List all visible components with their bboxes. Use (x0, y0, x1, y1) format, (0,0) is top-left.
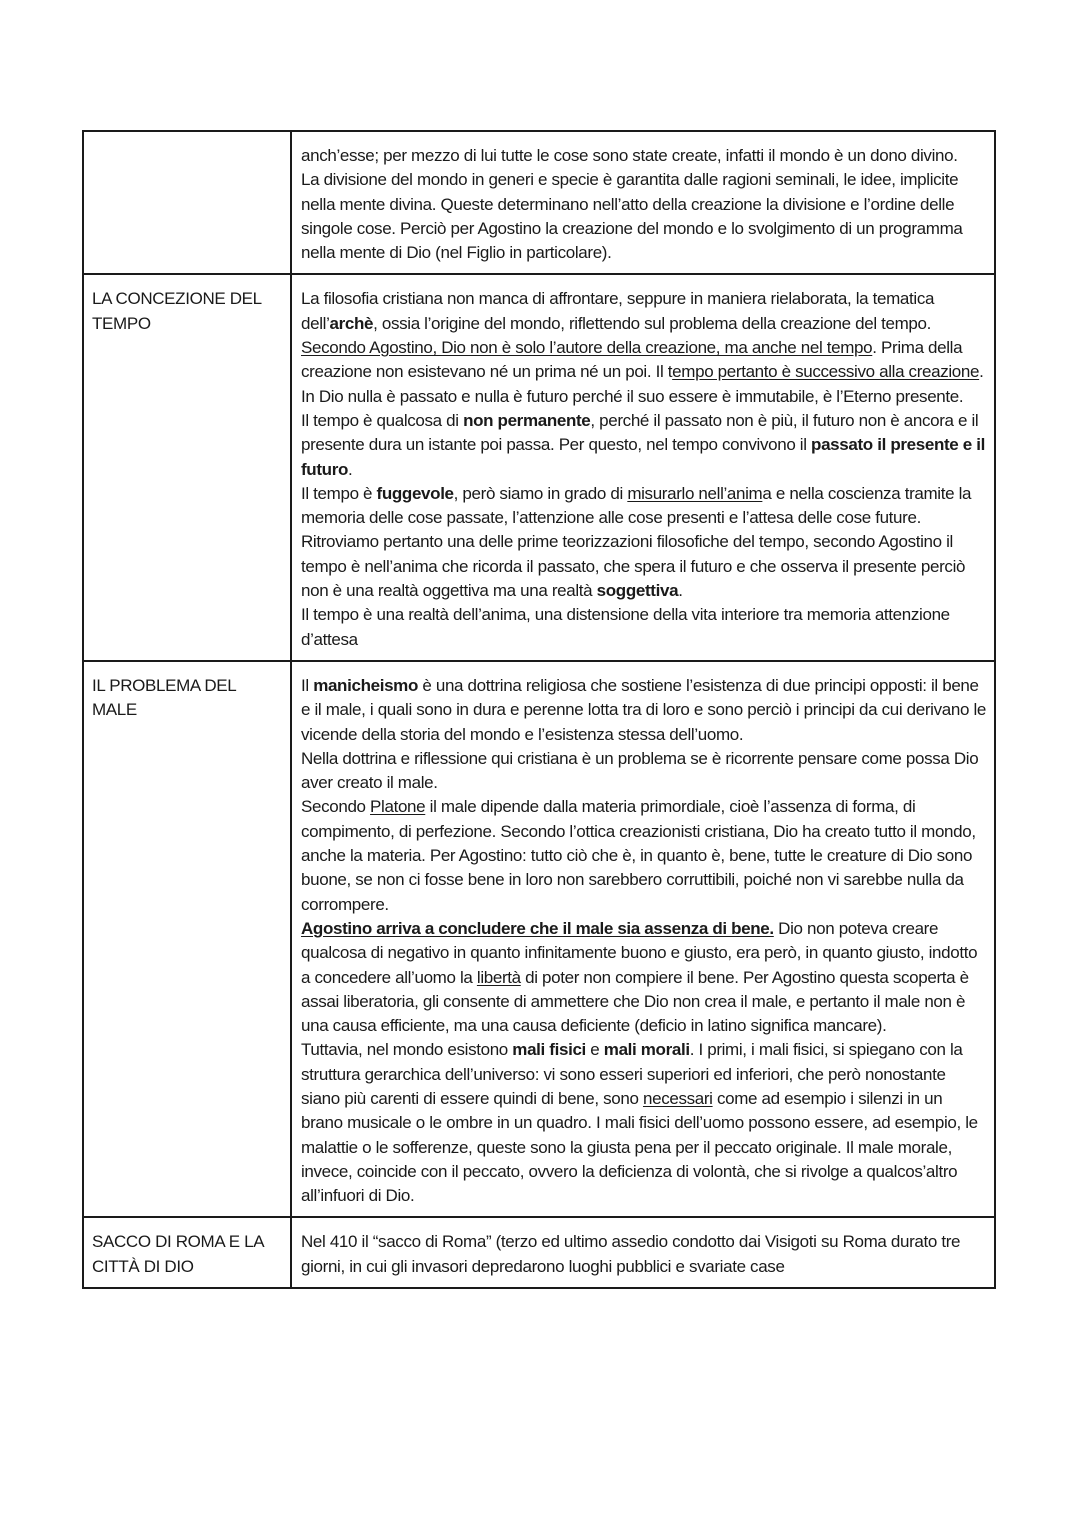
underlined-text: misurarlo nell’anim (627, 483, 763, 503)
text-run: . I primi, i mali fisici, si spiegano con la struttura gerarchica dell’universo: vi sono esseri superiori ed inferiori, che però nonostante siano più carenti di essere quindi di bene, sono (301, 1040, 963, 1108)
text-run: . Prima della creazione non esistevano né un prima né un poi. Il t (301, 338, 963, 382)
text-run: a e nella coscienza tramite la memoria delle cose passate, l’attenzione alle cose presenti e l’attesa delle cose future. Ritroviamo pertanto una delle prime teorizzazioni filosofiche del tempo, secondo Agostino il tempo è nell’anima che ricorda il passato, che spera il futuro e che osserva il presente perciò non è una realtà oggettiva ma una realtà (301, 483, 972, 601)
text-run: di poter non compiere il bene. Per Agostino questa scoperta è assai liberatoria, gli consente di ammettere che Dio non crea il male, e pertanto il male non è una causa efficiente, ma una causa deficiente (deficio in latino significa mancare). (301, 967, 969, 1036)
text-run: . In Dio nulla è passato e nulla è futuro perché il suo essere è immutabile, è l’Eterno presente. (301, 362, 984, 406)
document-page (82, 130, 996, 1289)
text-run: Nella dottrina e riflessione qui cristiana è un problema se è ricorrente pensare come possa Dio aver creato il male. (301, 748, 979, 793)
bold-text: archè (329, 313, 374, 333)
text-run: Tuttavia, nel mondo esistono (301, 1040, 513, 1060)
notes-table (82, 130, 996, 1289)
text-run: Il tempo è (301, 483, 377, 503)
section-content-cell (291, 1217, 995, 1288)
table-row (83, 274, 995, 660)
underlined-text: Platone (370, 797, 426, 817)
text-run: Nel 410 il “sacco di Roma” (terzo ed ultimo assedio condotto dai Visigoti su Roma durato tre giorni, in cui gli invasori depredarono luoghi pubblici e svariate case (301, 1232, 961, 1276)
bold-text: fuggevole (376, 483, 454, 503)
paragraph (301, 287, 986, 408)
bold-text: Agostino arriva a concludere che il male sia assenza di bene. (301, 918, 774, 938)
table-row (83, 661, 995, 1218)
paragraph (301, 674, 986, 747)
underlined-text: necessari (642, 1088, 713, 1108)
text-run: il male dipende dalla materia primordiale, cioè l’assenza di forma, di compimento, di perfezione. Secondo l’ottica creazionisti cristiana, Dio ha creato tutto il mondo, anche la materia. Per Agostino: tutto ciò che è, in quanto è, bene, tutte le creature di Dio sono buone, se non ci fosse bene in loro non sarebbero corruttibili, poiché non vi sarebbe nulla da corrompere. (301, 797, 976, 914)
section-title-cell (83, 131, 291, 274)
section-title: SACCO DI ROMA E LA CITTÀ DI DIO (92, 1232, 264, 1276)
text-run: , però siamo in grado di (453, 483, 628, 503)
text-run: Dio non poteva creare qualcosa di negativo in quanto infinitamente buono e giusto, era però, in quanto giusto, indotto a concedere all’uomo la (301, 918, 978, 987)
text-run: . (678, 581, 683, 601)
bold-text: manicheismo (313, 675, 418, 695)
section-title-cell (83, 274, 291, 660)
section-title-cell (83, 1217, 291, 1288)
underlined-text: Secondo Agostino, Dio non è solo l’autore della creazione, ma anche nel tempo (301, 338, 873, 358)
bold-text: mali fisici (512, 1040, 586, 1060)
paragraph (301, 168, 986, 265)
paragraph (301, 482, 986, 603)
paragraph (301, 1038, 986, 1208)
text-run: , perché il passato non è più, il futuro non è ancora e il presente dura un istante poi passa. Per questo, nel tempo convivono il (301, 410, 979, 455)
section-content-cell (291, 131, 995, 274)
bold-text: soggettiva (596, 581, 679, 601)
text-run: La divisione del mondo in generi e specie è garantita dalle ragioni seminali, le idee, implicite nella mente divina. Queste determinano nell’atto della creazione la divisione e l’ordine delle singole cose. Perciò per Agostino la creazione del mondo e lo svolgimento di un programma nella mente di Dio (nel Figlio in particolare). (301, 170, 963, 263)
paragraph (301, 747, 986, 796)
text-run: , ossia l’origine del mondo, riflettendo sul problema della creazione del tempo. (373, 313, 932, 333)
paragraph (301, 603, 986, 652)
text-run: Il (301, 675, 314, 695)
section-content-cell (291, 274, 995, 660)
underlined-text: empo pertanto è successivo alla creazione (672, 362, 980, 382)
text-run: Secondo (301, 797, 371, 817)
text-run: e (585, 1040, 604, 1060)
text-run: Il tempo è qualcosa di (301, 410, 464, 430)
paragraph (301, 795, 986, 916)
text-run: anch’esse; per mezzo di lui tutte le cose sono state create, infatti il mondo è un dono divino. (301, 146, 958, 165)
text-run: Il tempo è una realtà dell’anima, una distensione della vita interiore tra memoria attenzione d’attesa (301, 605, 950, 649)
paragraph (301, 917, 986, 1038)
bold-text: mali morali (603, 1040, 690, 1060)
paragraph (301, 1230, 986, 1279)
text-run: La filosofia cristiana non manca di affrontare, seppure in maniera rielaborata, la tematica dell’ (301, 289, 935, 333)
text-run: è una dottrina religiosa che sostiene l’esistenza di due principi opposti: il bene e il male, i quali sono in dura e perenne lotta tra di loro e sono perciò i principi da cui derivano le vicende della storia del mondo e l’esistenza stessa dell’uomo. (301, 675, 986, 744)
underlined-text: libertà (476, 967, 521, 987)
section-content-cell (291, 661, 995, 1218)
section-title: LA CONCEZIONE DEL TEMPO (92, 289, 262, 333)
paragraph (301, 409, 986, 482)
section-title: IL PROBLEMA DEL MALE (92, 675, 236, 720)
bold-text: passato il presente e il futuro (301, 435, 985, 479)
text-run: . (348, 459, 353, 479)
bold-text: non permanente (463, 410, 591, 430)
paragraph (301, 144, 986, 168)
table-row (83, 131, 995, 274)
section-title-cell (83, 661, 291, 1218)
table-row (83, 1217, 995, 1288)
text-run: come ad esempio i silenzi in un brano musicale o le ombre in un quadro. I mali fisici dell’uomo possono essere, ad esempio, le malattie o le sofferenze, queste sono la giusta pena per il peccato originale. Il male morale, invece, coincide con il peccato, ovvero la deficienza di volontà, che si rivolge a qualcos’altro all’infuori di Dio. (301, 1088, 978, 1206)
